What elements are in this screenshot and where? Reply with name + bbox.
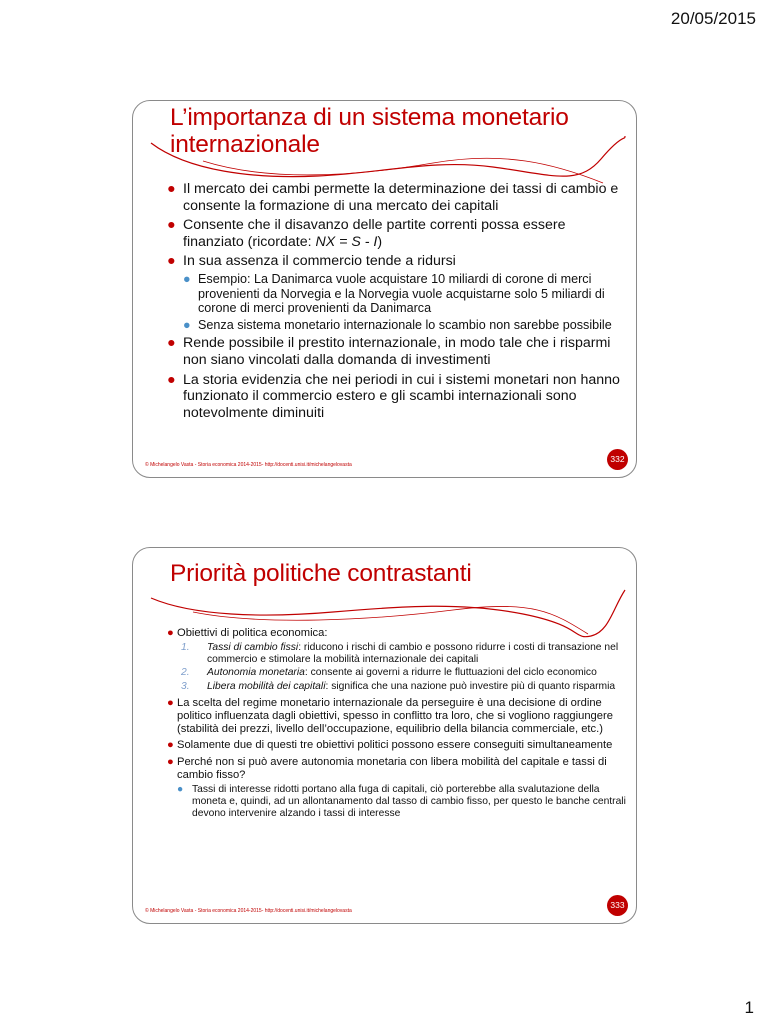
objective-item: [177, 667, 626, 679]
bullet-text: Rende possibile il prestito internazionale, in modo tale che i risparmi non siano vincolati dalla domanda di investimenti: [183, 335, 611, 368]
objective-item: [177, 681, 626, 693]
list-item: [167, 627, 626, 693]
bullet-text: ): [377, 233, 383, 250]
slide-333: [132, 547, 637, 924]
slide-title: L’importanza di un sistema monetario internazionale: [170, 104, 569, 159]
list-item: [167, 739, 626, 752]
objective-number: 2.: [181, 667, 190, 679]
objective-item: [177, 642, 626, 665]
sub-list: [177, 784, 626, 819]
slide-number-badge: 333: [607, 895, 628, 916]
sub-bullet-text: Tassi di interesse ridotti portano alla fuga di capitali, ciò porterebbe alla svalutazione della moneta e, quindi, ad un allontanamento dal tasso di cambio fisso, per questo le banche centrali devono intervenire alzando i tassi di interesse: [192, 784, 626, 819]
bullet-icon: ●: [167, 181, 176, 197]
objective-text: : riducono i rischi di cambio e possono ridurre i costi di transazione nel commercio e stimolare la mobilità internazionale dei capitali: [207, 641, 619, 665]
bullet-icon: ●: [167, 739, 174, 752]
sub-list: [183, 272, 626, 332]
bullet-text: Obiettivi di politica economica:: [177, 627, 328, 639]
list-item: [167, 335, 626, 368]
sub-list-item: [177, 784, 626, 819]
slide-332: [132, 100, 637, 478]
bullet-icon: ●: [167, 627, 174, 639]
bullet-text: Il mercato dei cambi permette la determinazione dei tassi di cambio e consente la formazione di una mercato dei capitali: [183, 181, 619, 214]
bullet-icon: ●: [167, 253, 176, 270]
formula: NX = S - I: [315, 233, 378, 250]
objective-term: Tassi di cambio fissi: [207, 641, 299, 653]
bullet-icon: ●: [167, 696, 174, 709]
list-item: [167, 697, 626, 736]
page-number: 1: [744, 998, 754, 1017]
bullet-icon: ●: [167, 217, 176, 234]
objective-term-plain: Libera: [207, 681, 239, 693]
bullet-list: [167, 181, 626, 424]
list-item: [167, 217, 626, 250]
objectives-list: [177, 642, 626, 693]
objective-number: 1.: [181, 641, 190, 653]
objective-term: Autonomia monetaria: [207, 667, 305, 679]
objective-number: 3.: [181, 681, 190, 693]
bullet-text: Solamente due di questi tre obiettivi politici possono essere conseguiti simultaneamente: [177, 739, 613, 752]
slide-number-badge: 332: [607, 449, 628, 470]
list-item: [167, 253, 626, 332]
objective-text: : consente ai governi a ridurre le fluttuazioni del ciclo economico: [304, 667, 597, 679]
bullet-text: La scelta del regime monetario internazionale da perseguire è una decisione di ordine politico influenzata dagli obiettivi, spesso in conflitto tra loro, che si vogliono raggiungere (stabilità dei prezzi, livello dell’occupazione, equilibrio della bilancia commerciale, etc.): [177, 696, 613, 735]
bullet-icon: ●: [167, 371, 176, 388]
bullet-icon: ●: [167, 756, 174, 769]
bullet-text: In sua assenza il commercio tende a ridursi: [183, 253, 456, 270]
sub-bullet-icon: ●: [183, 271, 191, 286]
list-item: [167, 756, 626, 819]
bullet-text: Perché non si può avere autonomia monetaria con libera mobilità del capitale e tassi di cambio fisso?: [177, 756, 607, 782]
objective-term: mobilità dei capitali: [238, 681, 326, 693]
bullet-icon: ●: [167, 335, 176, 352]
header-date: 20/05/2015: [670, 9, 756, 28]
sub-list-item: [183, 272, 626, 316]
list-item: [167, 181, 626, 214]
sub-bullet-icon: ●: [183, 317, 191, 332]
list-item: [167, 372, 626, 422]
bullet-text: Consente che il disavanzo delle partite correnti possa essere finanziato (ricordate:: [183, 217, 566, 250]
slide-footer: © Michelangelo Vasta - Storia economica 2014-2015- http://docenti.unisi.it/michelangelovasta: [145, 462, 352, 468]
slide-footer: © Michelangelo Vasta - Storia economica 2014-2015- http://docenti.unisi.it/michelangelovasta: [145, 908, 352, 914]
bullet-text: La storia evidenzia che nei periodi in cui i sistemi monetari non hanno funzionato il commercio estero e gli scambi internazionali sono notevolmente diminuiti: [183, 371, 620, 421]
sub-list-item: [183, 318, 626, 333]
sub-bullet-icon: ●: [177, 784, 184, 796]
slide-title: Priorità politiche contrastanti: [170, 560, 472, 587]
bullet-list: [167, 627, 626, 823]
sub-bullet-text: Esempio: La Danimarca vuole acquistare 10 miliardi di corone di merci provenienti da Norvegia e la Norvegia vuole acquistarne solo 5 miliardi di corone di merci provenienti da Danimarca: [198, 271, 605, 316]
sub-bullet-text: Senza sistema monetario internazionale lo scambio non sarebbe possibile: [198, 317, 612, 332]
objective-text: : significa che una nazione può investire più di quanto risparmia: [325, 681, 616, 693]
